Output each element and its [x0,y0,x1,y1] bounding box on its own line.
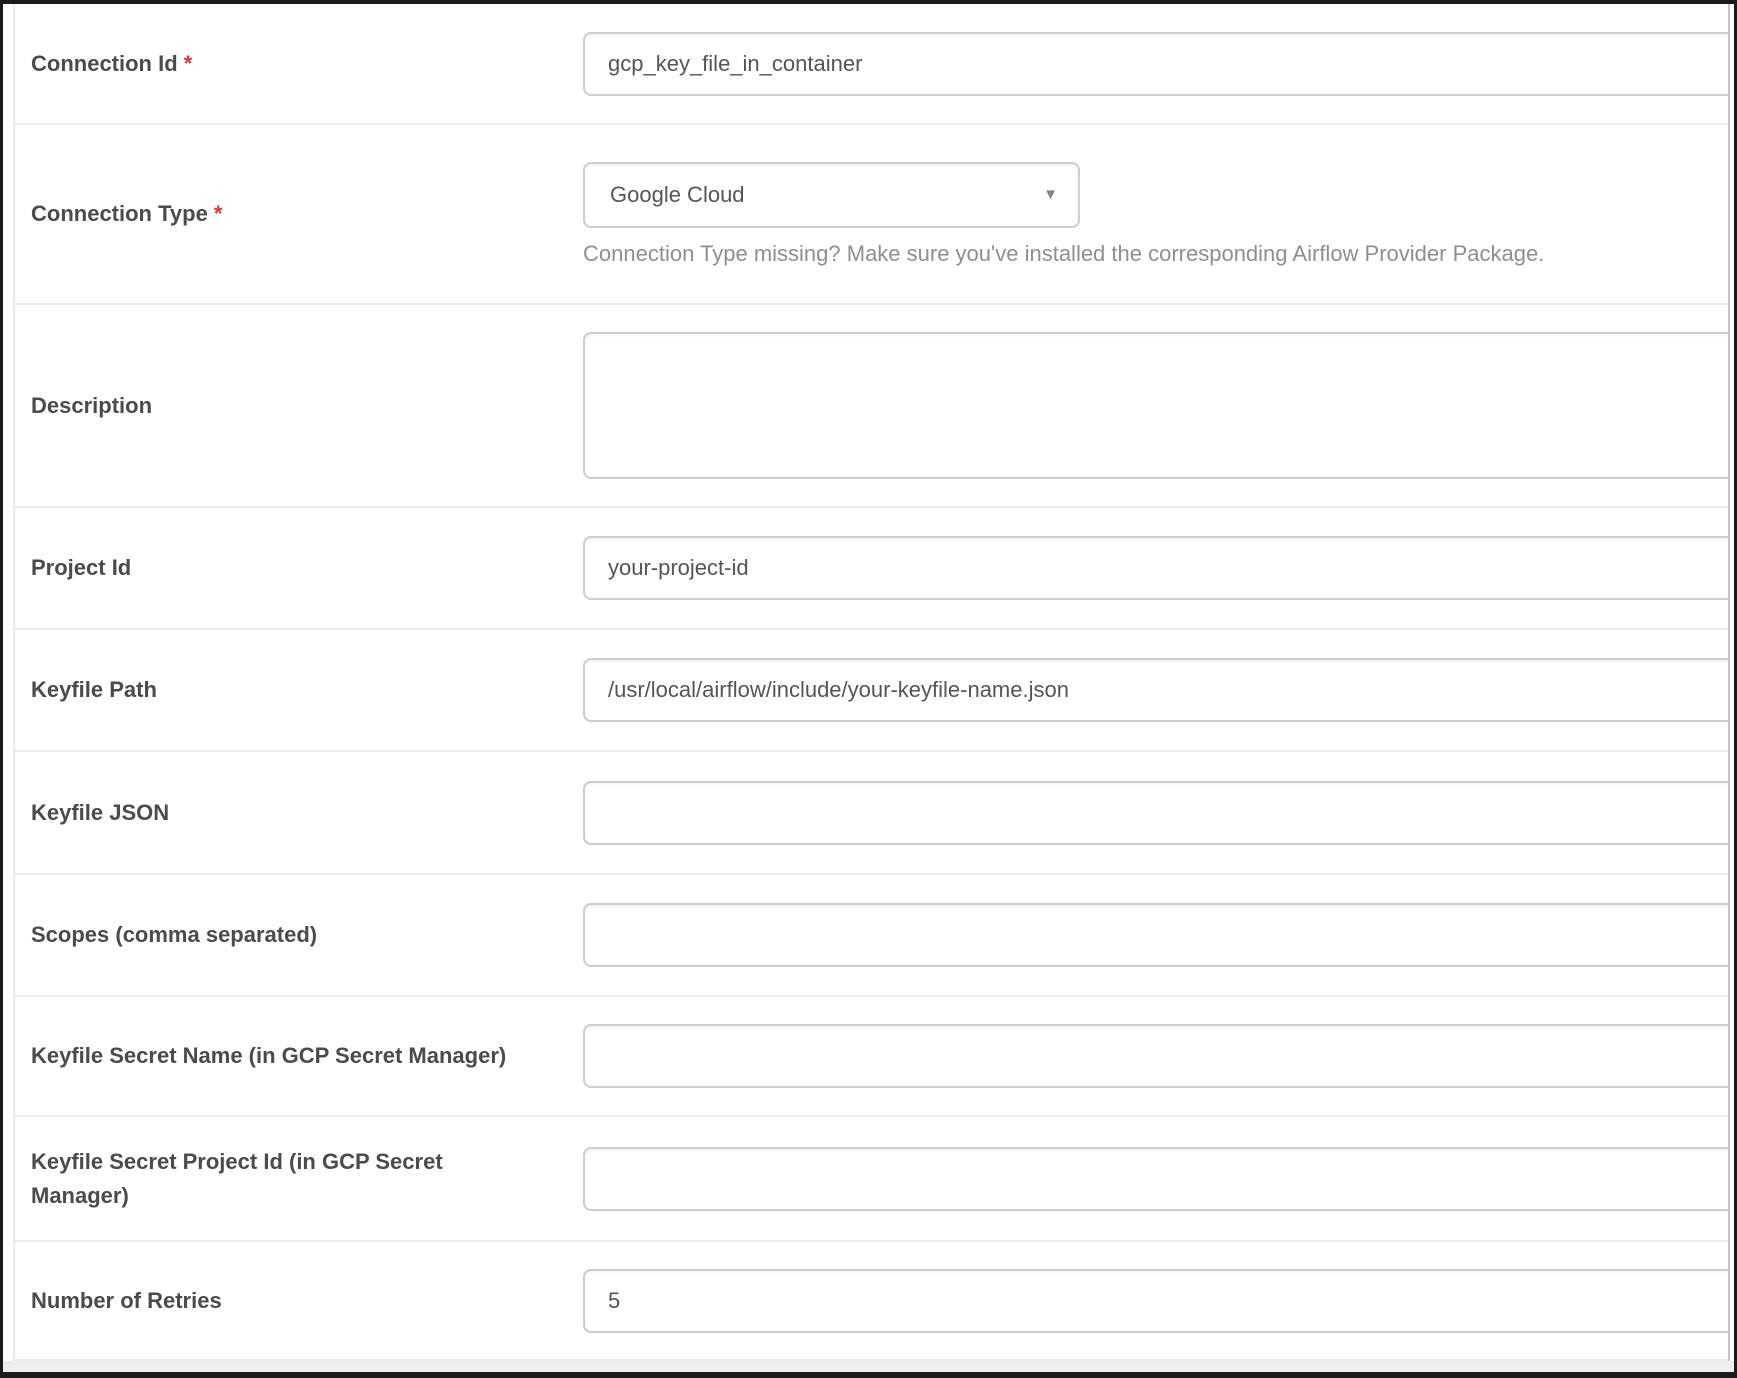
required-asterisk: * [183,50,193,76]
connection-type-selected-value: Google Cloud [610,181,745,207]
connection-type-help-text: Connection Type missing? Make sure you've installed the corresponding Airflow Provider Package. [583,240,1545,266]
keyfile-secret-name-input[interactable] [583,1024,1728,1088]
keyfile-json-label: Keyfile JSON [31,799,170,825]
project-id-label-cell [15,551,583,585]
connection-id-label: Connection Id [31,50,178,76]
form-row-connection-type [15,125,1728,305]
connection-type-input-cell [583,162,1728,267]
form-row-number-of-retries [15,1242,1728,1361]
number-of-retries-input[interactable] [583,1269,1728,1333]
form-row-keyfile-json [15,752,1728,875]
project-id-input-cell [583,536,1728,600]
description-label: Description [31,392,153,418]
form-row-keyfile-secret-name [15,997,1728,1117]
description-input-cell [583,332,1728,479]
keyfile-secret-project-id-label-cell [15,1145,583,1213]
form-row-keyfile-secret-project-id [15,1117,1728,1242]
connection-type-select[interactable] [583,162,1080,228]
scopes-label-cell [15,918,583,952]
select-caret-icon: ▼ [1043,186,1058,203]
keyfile-json-label-cell [15,796,583,830]
project-id-label: Project Id [31,555,132,580]
connection-id-label-cell [15,47,583,81]
form-row-description [15,305,1728,508]
keyfile-secret-project-id-label: Keyfile Secret Project Id (in GCP Secret Manager) [31,1148,443,1208]
description-textarea[interactable] [583,332,1728,479]
number-of-retries-label: Number of Retries [31,1287,222,1313]
keyfile-secret-name-input-cell [583,1024,1728,1088]
form-row-scopes [15,875,1728,997]
keyfile-json-input-cell [583,781,1728,845]
keyfile-path-input-cell [583,658,1728,722]
form-row-project-id [15,508,1728,630]
bottom-section-edge [3,1361,1734,1372]
keyfile-secret-project-id-input-cell [583,1147,1728,1211]
keyfile-secret-name-label: Keyfile Secret Name (in GCP Secret Manager) [31,1043,507,1068]
connection-type-label-cell [15,197,583,231]
scopes-label: Scopes (comma separated) [31,922,318,947]
required-asterisk: * [213,201,223,226]
connection-id-input-cell [583,32,1728,96]
number-of-retries-label-cell [15,1284,583,1318]
keyfile-json-input[interactable] [583,781,1728,845]
project-id-input[interactable] [583,536,1728,600]
keyfile-path-label-cell [15,673,583,707]
keyfile-path-input[interactable] [583,658,1728,722]
keyfile-secret-name-label-cell [15,1039,583,1073]
scopes-input[interactable] [583,903,1728,967]
form-row-keyfile-path [15,630,1728,752]
connection-form [13,4,1730,1361]
connection-type-label: Connection Type [31,201,208,226]
scopes-input-cell [583,903,1728,967]
keyfile-path-label: Keyfile Path [31,677,157,702]
keyfile-secret-project-id-input[interactable] [583,1147,1728,1211]
connection-id-input[interactable] [583,32,1728,96]
description-label-cell [15,389,583,423]
number-of-retries-input-cell [583,1269,1728,1333]
form-row-connection-id [15,4,1728,125]
